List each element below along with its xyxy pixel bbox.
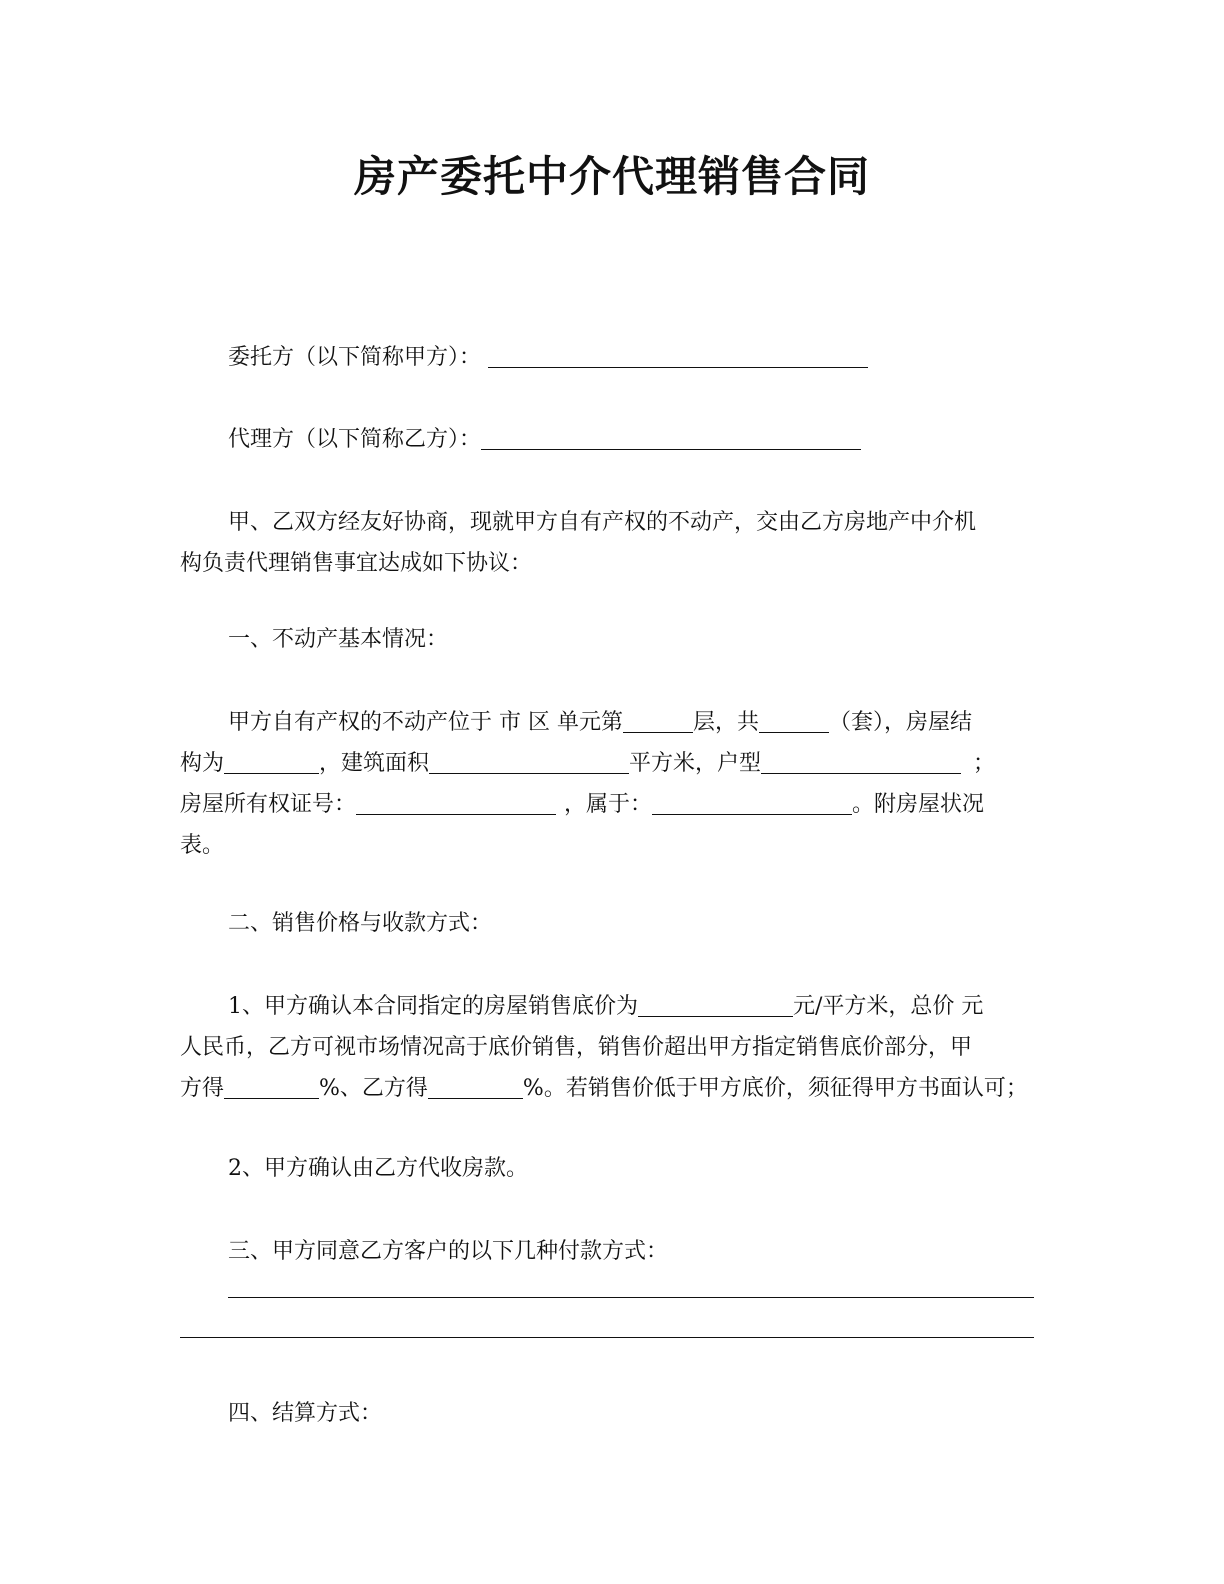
certificate-blank[interactable] xyxy=(356,792,556,815)
owner-blank[interactable] xyxy=(652,792,852,815)
document-title: 房产委托中介代理销售合同 xyxy=(353,152,870,201)
party-b-blank[interactable] xyxy=(481,427,861,450)
units-text: （套），房屋结 xyxy=(829,710,973,735)
section-3-heading: 三、甲方同意乙方客户的以下几种付款方式： xyxy=(228,1239,669,1264)
payment-method-blank-2[interactable] xyxy=(180,1337,1034,1338)
base-price-text: 1、甲方确认本合同指定的房屋销售底价为 xyxy=(228,994,638,1019)
property-line-4: 表。 xyxy=(180,833,225,858)
property-location-text: 甲方自有产权的不动产位于 市 区 单元第 xyxy=(228,710,623,735)
party-b-label: 代理方（以下简称乙方）： xyxy=(228,427,482,452)
total-price-text: 元/平方米，总价 元 xyxy=(793,994,984,1019)
layout-label: 平方米，户型 xyxy=(629,751,762,776)
area-blank[interactable] xyxy=(429,751,629,774)
area-label: ，建筑面积 xyxy=(319,751,430,776)
price-line-1 xyxy=(228,989,1108,1020)
section-2-heading: 二、销售价格与收款方式： xyxy=(228,911,493,936)
payment-method-blank-1[interactable] xyxy=(228,1297,1034,1298)
party-a-share-label: 方得 xyxy=(180,1076,225,1101)
units-blank[interactable] xyxy=(759,710,829,733)
layout-blank[interactable] xyxy=(761,751,961,774)
structure-blank[interactable] xyxy=(224,751,319,774)
intro-line-1: 甲、乙双方经友好协商，现就甲方自有产权的不动产，交由乙方房地产中介机 xyxy=(228,510,977,535)
party-b-share-label: %、乙方得 xyxy=(319,1076,428,1101)
section-4-heading: 四、结算方式： xyxy=(228,1401,383,1426)
section-1-heading: 一、不动产基本情况： xyxy=(228,627,449,652)
party-b-line xyxy=(228,422,1108,453)
price-line-2: 人民币，乙方可视市场情况高于底价销售，销售价超出甲方指定销售底价部分，甲 xyxy=(180,1035,973,1060)
floor-text: 层，共 xyxy=(692,710,759,735)
party-b-share-blank[interactable] xyxy=(428,1076,523,1099)
owner-label: ，属于： xyxy=(564,792,653,817)
certificate-label: 房屋所有权证号： xyxy=(180,792,357,817)
party-a-share-blank[interactable] xyxy=(224,1076,319,1099)
party-a-line xyxy=(228,340,1108,371)
intro-line-2: 构负责代理销售事宜达成如下协议： xyxy=(180,551,533,576)
attachment-text: 。附房屋状况 xyxy=(852,792,985,817)
property-line-3 xyxy=(180,787,1060,818)
party-a-label: 委托方（以下简称甲方）： xyxy=(228,345,482,370)
property-line-1 xyxy=(228,705,1108,736)
below-price-text: %。若销售价低于甲方底价，须征得甲方书面认可； xyxy=(522,1076,1028,1101)
party-a-blank[interactable] xyxy=(488,345,868,368)
price-line-3 xyxy=(180,1071,1060,1102)
floor-blank[interactable] xyxy=(623,710,693,733)
semicolon-text: ； xyxy=(973,751,996,776)
property-line-2 xyxy=(180,746,1060,777)
collection-item: 2、甲方确认由乙方代收房款。 xyxy=(228,1156,528,1181)
structure-label: 构为 xyxy=(180,751,225,776)
base-price-blank[interactable] xyxy=(638,994,793,1017)
